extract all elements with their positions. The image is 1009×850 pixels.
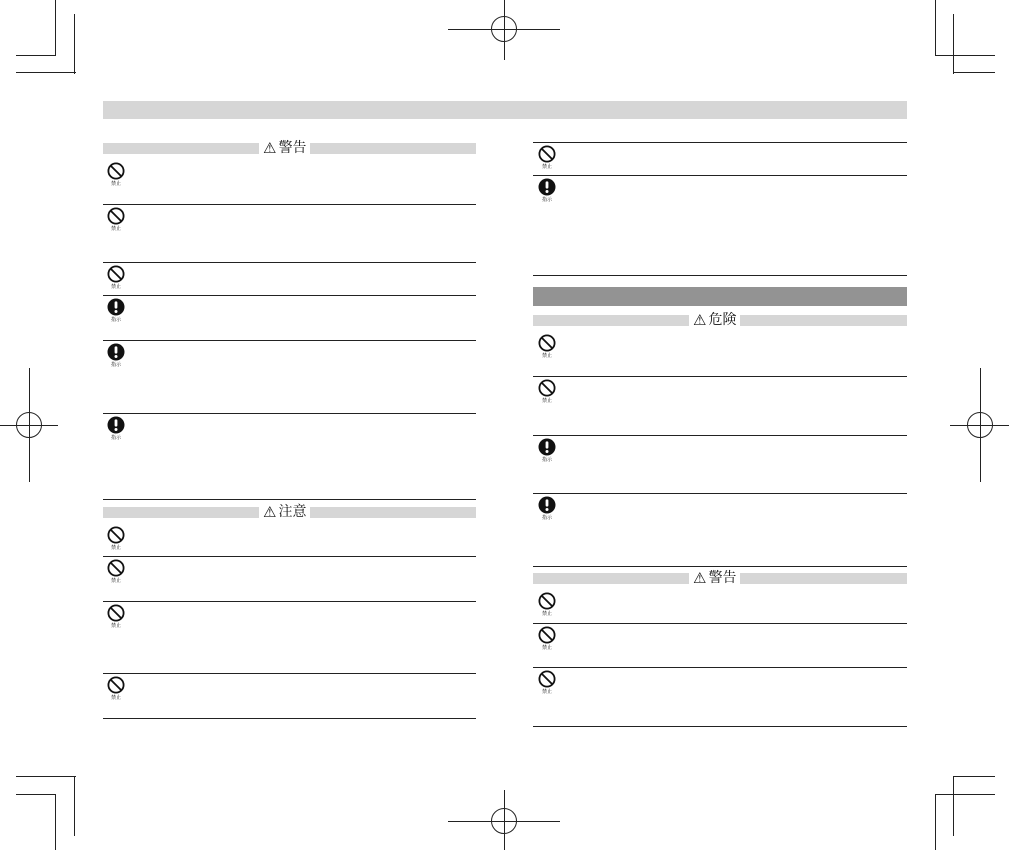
prohibition-icon	[538, 592, 556, 610]
prohibition-icon	[107, 604, 125, 622]
divider	[103, 295, 476, 296]
prohibit-icon-block	[536, 626, 558, 656]
divider	[533, 142, 907, 143]
divider	[103, 601, 476, 602]
divider	[533, 667, 907, 668]
divider	[103, 204, 476, 205]
icon-caption: 禁止	[110, 623, 121, 629]
divider	[103, 413, 476, 414]
icon-caption: 指示	[110, 435, 121, 441]
icon-caption: 禁止	[110, 545, 121, 551]
divider	[103, 499, 476, 500]
header-band	[103, 101, 907, 119]
caution-heading-bar	[103, 503, 476, 521]
divider	[533, 175, 907, 176]
prohibit-icon-block	[536, 379, 558, 409]
icon-caption: 指示	[110, 362, 121, 368]
danger-heading-bar	[533, 311, 907, 329]
prohibition-icon	[107, 676, 125, 694]
prohibit-icon-block	[105, 559, 127, 589]
caution-heading: ⚠ 注意	[259, 503, 310, 521]
prohibit-icon-block	[105, 207, 127, 237]
prohibit-icon-block	[105, 162, 127, 192]
icon-caption: 禁止	[541, 645, 552, 651]
icon-caption: 禁止	[110, 226, 121, 232]
exclamation-icon	[538, 438, 556, 456]
exclamation-icon	[538, 496, 556, 514]
divider	[103, 718, 476, 719]
divider	[103, 673, 476, 674]
icon-caption: 禁止	[541, 398, 552, 404]
warning-triangle-icon: ⚠	[263, 139, 277, 157]
prohibition-icon	[538, 334, 556, 352]
instruct-icon-block	[105, 298, 127, 328]
icon-caption: 禁止	[541, 611, 552, 617]
prohibit-icon-block	[105, 265, 127, 295]
prohibition-icon	[538, 145, 556, 163]
divider	[103, 262, 476, 263]
prohibition-icon	[538, 626, 556, 644]
warning-heading: ⚠ 警告	[259, 139, 310, 157]
instruct-icon-block	[536, 496, 558, 526]
instruct-icon-block	[536, 178, 558, 208]
warning-heading: ⚠ 警告	[689, 569, 740, 587]
icon-caption: 禁止	[110, 181, 121, 187]
instruct-icon-block	[536, 438, 558, 468]
instruct-icon-block	[105, 343, 127, 373]
exclamation-icon	[107, 416, 125, 434]
prohibition-icon	[107, 265, 125, 283]
divider	[533, 376, 907, 377]
icon-caption: 禁止	[541, 164, 552, 170]
warning-triangle-icon: ⚠	[693, 569, 707, 587]
exclamation-icon	[107, 343, 125, 361]
prohibition-icon	[538, 379, 556, 397]
divider	[533, 275, 907, 276]
danger-heading: ⚠ 危険	[689, 311, 740, 329]
warning-heading-bar	[533, 569, 907, 587]
icon-caption: 禁止	[541, 689, 552, 695]
divider	[103, 556, 476, 557]
icon-caption: 指示	[110, 317, 121, 323]
prohibit-icon-block	[536, 334, 558, 364]
divider	[533, 435, 907, 436]
icon-caption: 禁止	[541, 353, 552, 359]
divider	[533, 726, 907, 727]
prohibit-icon-block	[105, 526, 127, 556]
icon-caption: 指示	[541, 457, 552, 463]
prohibition-icon	[107, 162, 125, 180]
divider	[533, 623, 907, 624]
divider	[533, 493, 907, 494]
warning-triangle-icon: ⚠	[693, 311, 707, 329]
prohibit-icon-block	[536, 145, 558, 175]
prohibit-icon-block	[536, 592, 558, 622]
warning-triangle-icon: ⚠	[263, 503, 277, 521]
icon-caption: 指示	[541, 515, 552, 521]
icon-caption: 禁止	[110, 284, 121, 290]
divider	[533, 566, 907, 567]
section-band	[533, 287, 907, 306]
icon-caption: 禁止	[110, 578, 121, 584]
prohibition-icon	[107, 207, 125, 225]
prohibition-icon	[107, 526, 125, 544]
exclamation-icon	[107, 298, 125, 316]
prohibition-icon	[538, 670, 556, 688]
icon-caption: 禁止	[110, 695, 121, 701]
prohibit-icon-block	[536, 670, 558, 700]
prohibition-icon	[107, 559, 125, 577]
instruct-icon-block	[105, 416, 127, 446]
warning-heading-bar	[103, 139, 476, 157]
prohibit-icon-block	[105, 676, 127, 706]
icon-caption: 指示	[541, 197, 552, 203]
prohibit-icon-block	[105, 604, 127, 634]
divider	[103, 340, 476, 341]
exclamation-icon	[538, 178, 556, 196]
